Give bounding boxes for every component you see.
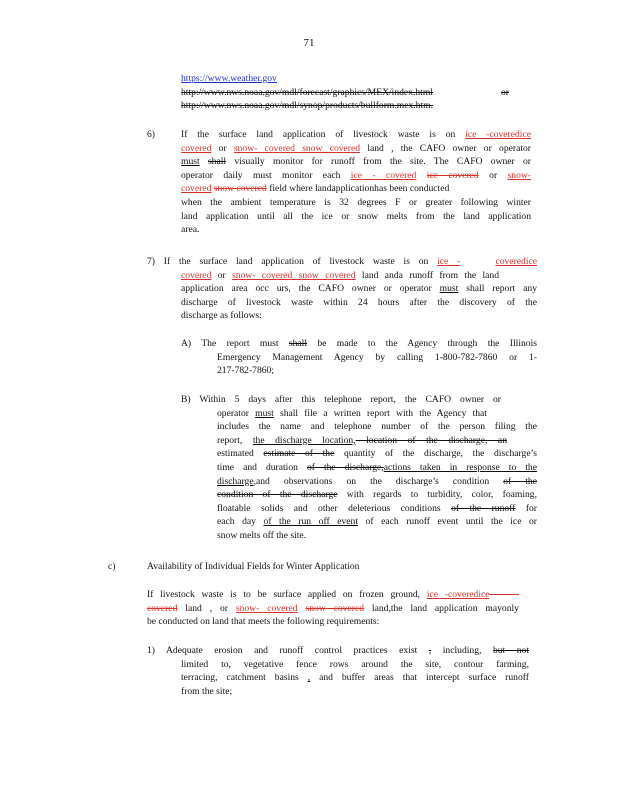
section-c-heading: Availability of Individual Fields for Winter Application: [147, 561, 360, 572]
item-a-paragraph: A) The report must shall be made to the Agency through the Illinois Emergency Management Agency by calling 1-800-782-7860 or 1- 217-782-7860;: [181, 338, 537, 377]
nws-bull-link-struck[interactable]: http://www.nws.noaa.gov/mdl/synop/products/bullform.mex.htm.: [181, 100, 433, 112]
nws-mex-link-struck[interactable]: http://www.nws.noaa.gov/mdl/forecast/graphics/MEX/index.html: [181, 86, 433, 98]
section-c-paragraph: If livestock waste is to be surface applied on frozen ground, ice -coveredice covered land , or snow- covered snow covered land,the land application mayonly be conducted on land that meets the following requirements:: [147, 589, 519, 628]
item-6-label: 6): [147, 129, 155, 140]
item-1-paragraph: 1) Adequate erosion and runoff control practices exist , including, but not limited to, vegetative fence rows around the site, contour farming, terracing, catchment basins , and buffer areas that intercept surface runoff from the site;: [147, 645, 529, 697]
reference-links: [181, 72, 511, 113]
or-word-struck: or: [501, 86, 509, 98]
weather-link[interactable]: https://www.weather.gov: [181, 73, 277, 84]
item-b-paragraph: B) Within 5 days after this telephone report, the CAFO owner or operator must shall file a written report with the Agency that includes the name and telephone number of the person filing the report, the discharge location, location of the discharge, an estimated estimate of the quantity of the discharge, the discharge’s time and duration of the discharge,actions taken in response to the discharge,and observations on the discharge’s condition of the condition of the discharge with regards to turbidity, color, foaming, floatable solids and other deleterious conditions of the runoff for each day of the run off event of each runoff event until the ice or snow melts off the site.: [181, 394, 538, 541]
item-7-paragraph: 7) If the surface land application of livestock waste is on ice - coveredice covered or snow- covered snow covered land anda runoff from the land application area occ urs, the CAFO owner or operator must shall report any discharge of livestock waste within 24 hours after the discovery of the discharge as follows:: [147, 256, 537, 322]
page-number: 71: [303, 37, 315, 49]
item-6-paragraph: If the surface land application of livestock waste is on ice -coveredice covered or snow- covered snow covered land , the CAFO owner or operator must shall visually monitor for runoff from the site. The CAFO owner or operator daily must monitor each ice - covered ice covered or snow- covered snow covered field where landapplicationhas been conducted when the ambient temperature is 32 degrees F or greater following winter land application until all the ice or snow melts from the land application area.: [181, 129, 531, 236]
section-c-label: c): [108, 561, 116, 572]
